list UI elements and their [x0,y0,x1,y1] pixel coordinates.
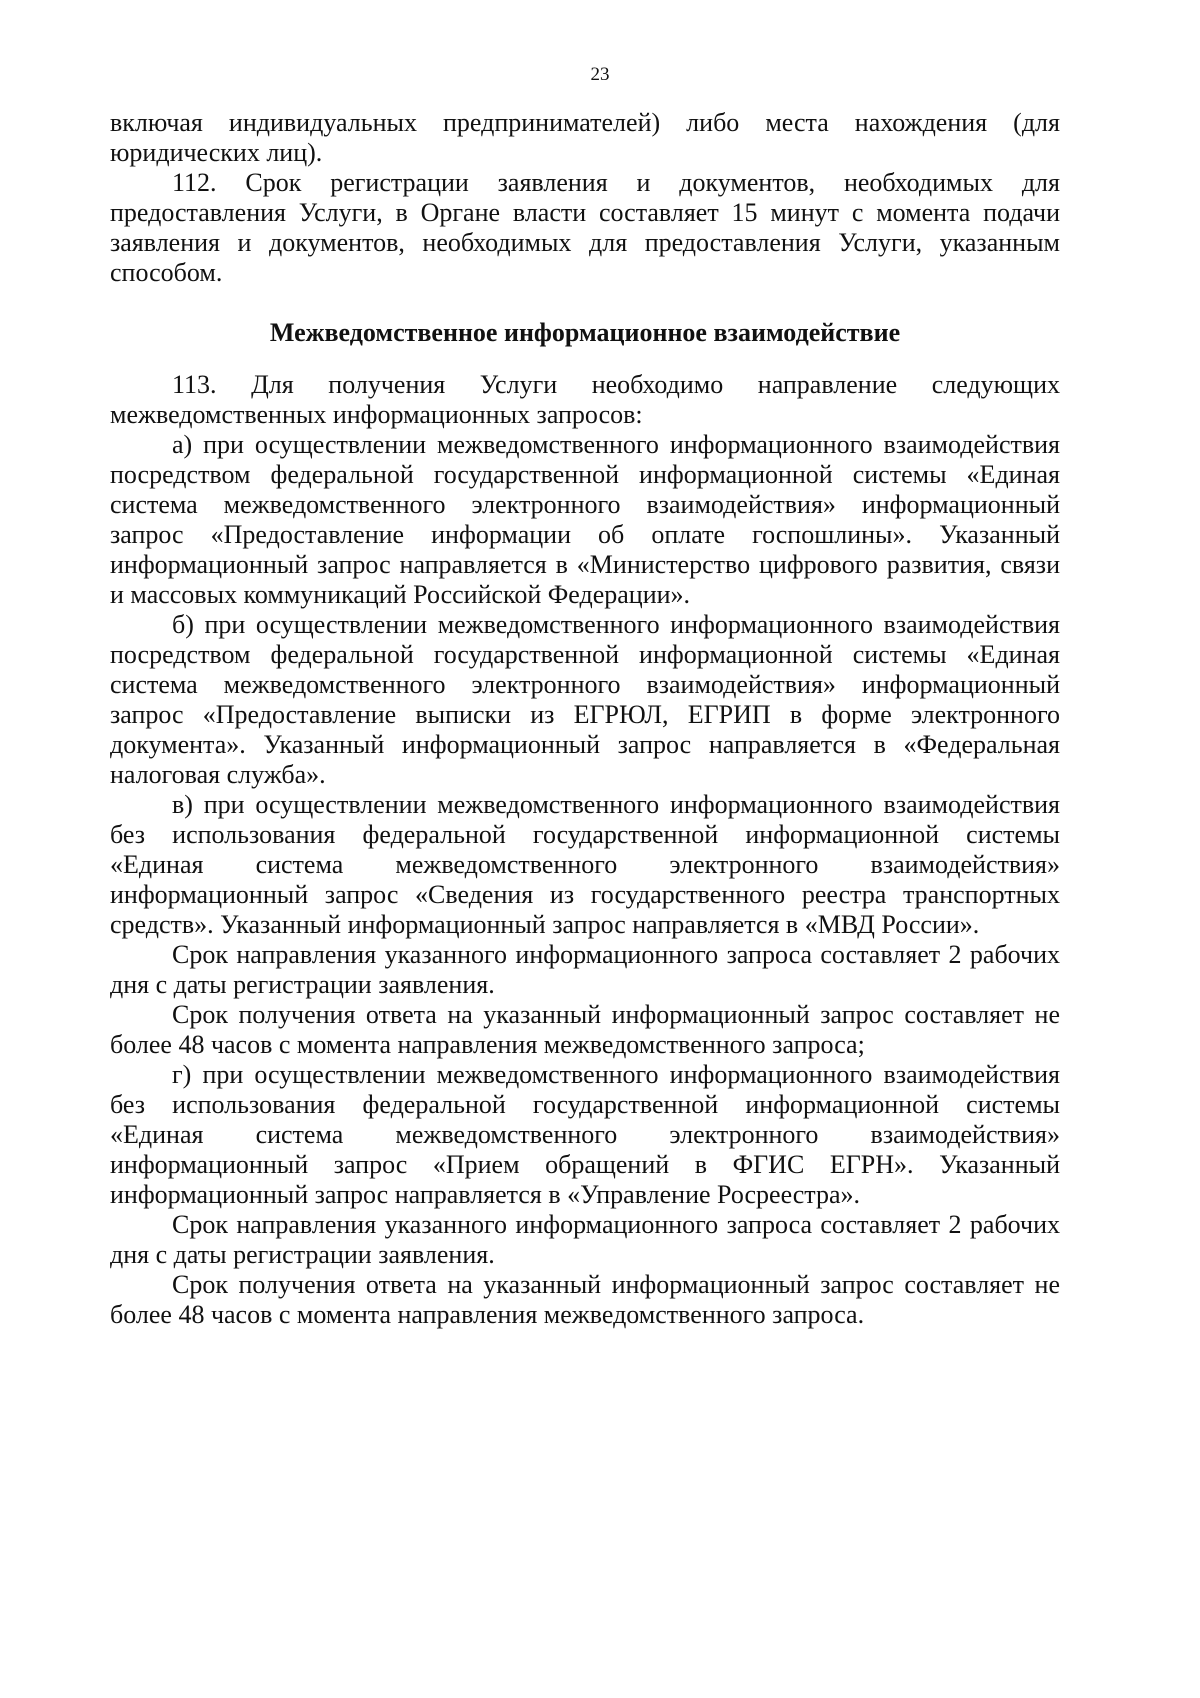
text-line: предоставления Услуги, в Органе власти составляет 15 минут с момента подачи [110,198,1060,227]
text-line: без использования федеральной государственной информационной системы [110,1090,1060,1119]
text-line: включая индивидуальных предпринимателей) либо места нахождения (для [110,108,1060,137]
section-interagency [110,370,1060,1330]
text-line: 113. Для получения Услуги необходимо направление следующих [172,370,1060,399]
paragraph [110,1000,1060,1060]
text-line: Срок направления указанного информационного запроса составляет 2 рабочих [172,940,1060,969]
text-line: система межведомственного электронного взаимодействия» информационный [110,490,1060,519]
text-line: Срок получения ответа на указанный информационный запрос составляет не [172,1270,1060,1299]
text-line: заявления и документов, необходимых для предоставления Услуги, указанным [110,228,1060,257]
text-line: «Единая система межведомственного электронного взаимодействия» [110,1120,1060,1149]
text-line: Срок получения ответа на указанный информационный запрос составляет не [172,1000,1060,1029]
section-heading: Межведомственное информационное взаимодействие [269,318,901,347]
page-number: 23 [590,64,610,85]
text-line: «Единая система межведомственного электронного взаимодействия» [110,850,1060,879]
text-line: налоговая служба». [110,760,326,789]
paragraph [110,430,1060,610]
text-line: дня с даты регистрации заявления. [110,1240,495,1269]
section-before-heading [110,108,1060,288]
document-body [110,108,1060,1330]
text-line: система межведомственного электронного взаимодействия» информационный [110,670,1060,699]
text-line: межведомственных информационных запросов: [110,400,643,429]
text-line: информационный запрос направляется в «Министерство цифрового развития, связи [110,550,1060,579]
text-line: запрос «Предоставление информации об оплате госпошлины». Указанный [110,520,1060,549]
text-line: информационный запрос направляется в «Управление Росреестра». [110,1180,861,1209]
text-line: в) при осуществлении межведомственного информационного взаимодействия [172,790,1060,819]
paragraph [110,790,1060,940]
paragraph [110,610,1060,790]
paragraph [110,1270,1060,1330]
paragraph [110,940,1060,1000]
text-line: и массовых коммуникаций Российской Федерации». [110,580,691,609]
text-line: дня с даты регистрации заявления. [110,970,495,999]
paragraph [110,108,1060,168]
text-line: документа». Указанный информационный запрос направляется в «Федеральная [110,730,1060,759]
text-line: посредством федеральной государственной информационной системы «Единая [110,460,1060,489]
text-line: б) при осуществлении межведомственного информационного взаимодействия [172,610,1060,639]
text-line: без использования федеральной государственной информационной системы [110,820,1060,849]
text-line: посредством федеральной государственной информационной системы «Единая [110,640,1060,669]
paragraph [110,1210,1060,1270]
text-line: более 48 часов с момента направления межведомственного запроса. [110,1300,865,1329]
paragraph [110,1060,1060,1210]
text-line: 112. Срок регистрации заявления и документов, необходимых для [172,168,1060,197]
paragraph [110,370,1060,430]
text-line: г) при осуществлении межведомственного информационного взаимодействия [172,1060,1060,1089]
text-line: информационный запрос «Прием обращений в ФГИС ЕГРН». Указанный [110,1150,1060,1179]
text-line: Срок направления указанного информационного запроса составляет 2 рабочих [172,1210,1060,1239]
text-line: а) при осуществлении межведомственного информационного взаимодействия [172,430,1060,459]
paragraph [110,168,1060,288]
text-line: способом. [110,258,223,287]
text-line: более 48 часов с момента направления межведомственного запроса; [110,1030,865,1059]
text-line: средств». Указанный информационный запрос направляется в «МВД России». [110,910,980,939]
text-line: информационный запрос «Сведения из государственного реестра транспортных [110,880,1060,909]
text-line: юридических лиц). [110,138,323,167]
text-line: запрос «Предоставление выписки из ЕГРЮЛ, ЕГРИП в форме электронного [110,700,1060,729]
